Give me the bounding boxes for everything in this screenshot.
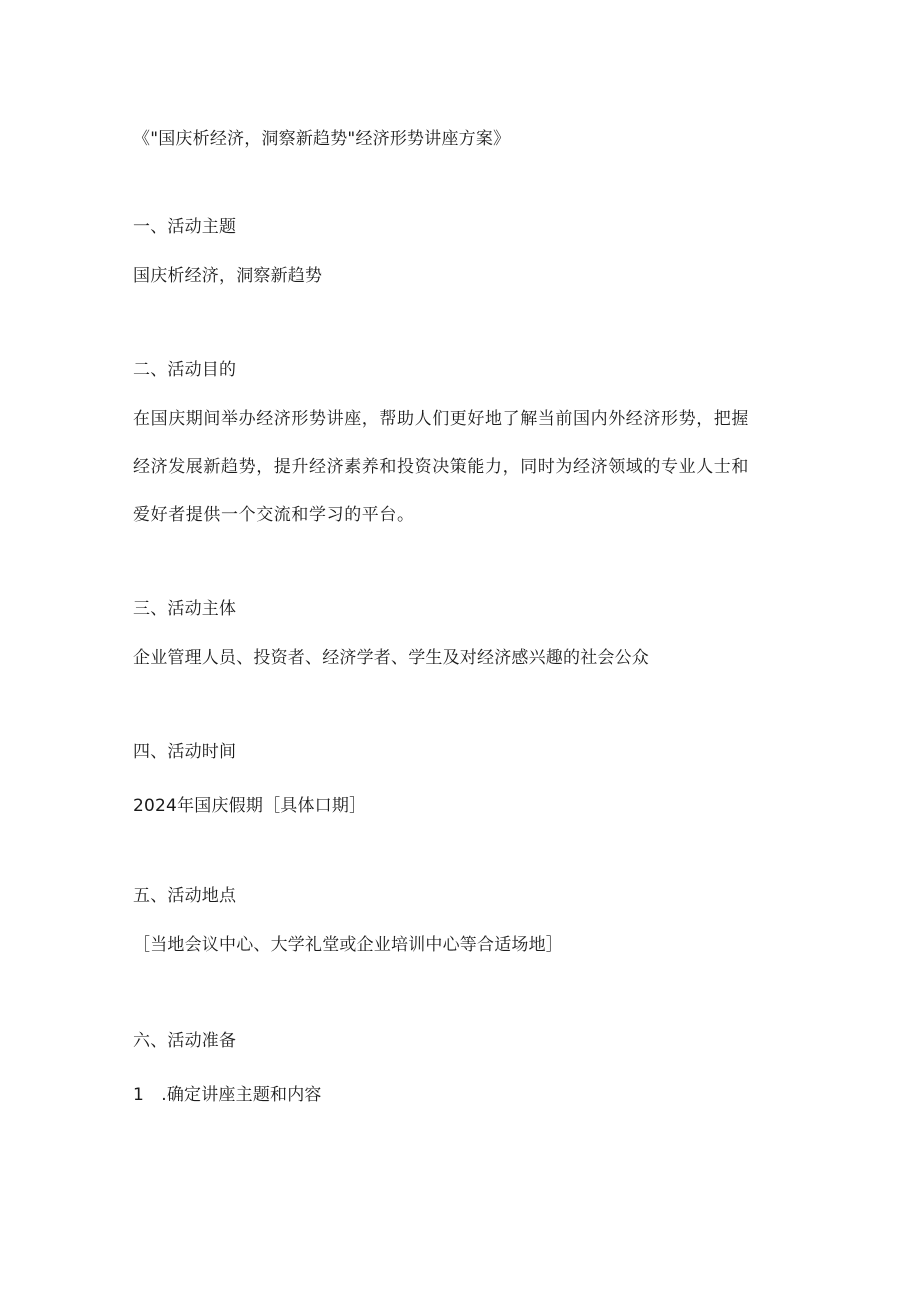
purpose-line-1: 在国庆期间举办经济形势讲座，帮助人们更好地了解当前国内外经济形势，把握	[133, 409, 749, 429]
section-body-time: 2024年国庆假期［具体口期］	[133, 796, 367, 816]
purpose-line-2: 经济发展新趋势，提升经济素养和投资决策能力，同时为经济领域的专业人士和	[133, 457, 749, 477]
section-body-purpose	[133, 395, 783, 539]
section-body-participants: 企业管理人员、投资者、经济学者、学生及对经济感兴趣的社会公众	[133, 648, 649, 668]
purpose-line-3: 爱好者提供一个交流和学习的平台。	[133, 505, 415, 525]
section-heading-theme: 一、活动主题	[133, 217, 237, 237]
section-heading-purpose: 二、活动目的	[133, 360, 237, 380]
section-heading-location: 五、活动地点	[133, 886, 237, 906]
section-heading-participants: 三、活动主体	[133, 599, 237, 619]
section-body-location: ［当地会议中心、大学礼堂或企业培训中心等合适场地］	[133, 935, 563, 955]
section-body-preparation: 1 .确定讲座主题和内容	[133, 1085, 322, 1105]
document-title: 《"国庆析经济，洞察新趋势"经济形势讲座方案》	[133, 129, 511, 149]
section-heading-time: 四、活动时间	[133, 742, 237, 762]
section-heading-preparation: 六、活动准备	[133, 1031, 237, 1051]
section-body-theme: 国庆析经济，洞察新趋势	[133, 266, 323, 286]
